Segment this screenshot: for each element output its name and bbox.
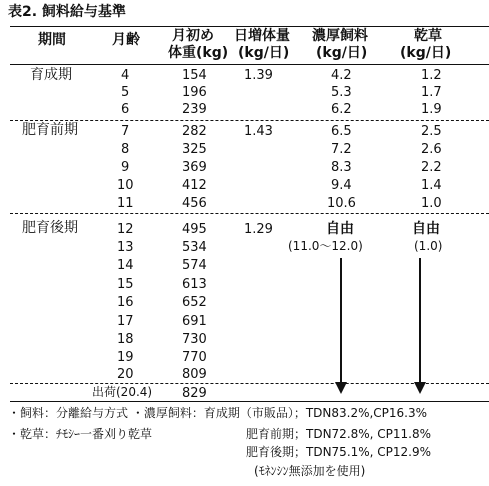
hay-cell: 2.5: [421, 124, 442, 139]
hay-cell: 1.2: [421, 68, 442, 83]
age-cell: 5: [121, 85, 130, 100]
header-rule: [10, 64, 489, 65]
header-gain-line2: (kg/日): [238, 45, 290, 61]
hay-cell: 1.0: [421, 196, 442, 211]
bottom-rule: [10, 401, 489, 402]
note-hay: ・乾草：ﾁﾓｼｰ一番刈り乾草: [8, 427, 153, 441]
age-cell: 6: [121, 102, 130, 117]
age-cell: 8: [121, 142, 130, 157]
age-cell: 17: [117, 314, 134, 329]
header-period: 期間: [38, 32, 66, 48]
top-rule: [10, 26, 489, 27]
hay-cell: 1.7: [421, 85, 442, 100]
concentrate-cell: 4.2: [331, 68, 352, 83]
weight-cell: 495: [182, 222, 207, 237]
age-cell: 10: [117, 178, 134, 193]
note-feed: ・飼料：分離給与方式 ・濃厚飼料：育成期（市販品）；TDN83.2%,CP16.3%: [8, 406, 428, 420]
concentrate-cell: 5.3: [331, 85, 352, 100]
weight-cell: 809: [182, 367, 207, 382]
concentrate-cell: 6.5: [331, 124, 352, 139]
header-concentrate-line2: (kg/日): [316, 45, 368, 61]
hay-cell: 1.9: [421, 102, 442, 117]
section-separator: [10, 120, 489, 121]
age-cell: 9: [121, 160, 130, 175]
weight-cell: 154: [182, 68, 207, 83]
arrow-head-icon: [414, 382, 426, 394]
hay-cell: 自由: [412, 221, 440, 237]
note-monensin: (ﾓﾈﾝｼﾝ無添加を使用): [254, 464, 366, 478]
concentrate-range-cell: (11.0～12.0): [288, 239, 363, 253]
weight-cell: 691: [182, 314, 207, 329]
gain-early-fattening: 1.43: [244, 124, 273, 139]
weight-cell: 613: [182, 277, 207, 292]
age-cell: 18: [117, 332, 134, 347]
age-cell: 12: [117, 222, 134, 237]
weight-cell: 456: [182, 196, 207, 211]
age-cell: 7: [121, 124, 130, 139]
weight-cell: 369: [182, 160, 207, 175]
weight-cell: 282: [182, 124, 207, 139]
header-age: 月齢: [112, 32, 140, 48]
concentrate-cell: 8.3: [331, 160, 352, 175]
hay-cell: 2.6: [421, 142, 442, 157]
period-label-growing: 育成期: [30, 67, 72, 83]
hay-continuation-arrow: [419, 258, 421, 383]
age-cell: 16: [117, 295, 134, 310]
table-title: 表2. 飼料給与基準: [8, 4, 126, 20]
hay-cell: 2.2: [421, 160, 442, 175]
period-label-early-fattening: 肥育前期: [22, 122, 78, 138]
age-cell: 20: [117, 367, 134, 382]
period-label-late-fattening: 肥育後期: [22, 220, 78, 236]
shipment-age-cell: 出荷(20.4): [92, 385, 153, 399]
arrow-head-icon: [335, 382, 347, 394]
header-weight-line1: 月初め: [172, 28, 214, 44]
age-cell: 11: [117, 196, 134, 211]
concentrate-continuation-arrow: [340, 258, 342, 383]
header-hay-line2: (kg/日): [400, 45, 452, 61]
concentrate-cell: 7.2: [331, 142, 352, 157]
gain-late-fattening: 1.29: [244, 222, 273, 237]
weight-cell: 652: [182, 295, 207, 310]
hay-amount-cell: (1.0): [414, 239, 443, 253]
hay-cell: 1.4: [421, 178, 442, 193]
concentrate-cell: 10.6: [327, 196, 356, 211]
weight-cell: 534: [182, 240, 207, 255]
age-cell: 13: [117, 240, 134, 255]
weight-cell: 412: [182, 178, 207, 193]
weight-cell: 196: [182, 85, 207, 100]
gain-growing: 1.39: [244, 68, 273, 83]
header-weight-line2: 体重(kg): [168, 45, 229, 61]
weight-cell: 574: [182, 258, 207, 273]
weight-cell: 829: [182, 386, 207, 401]
weight-cell: 770: [182, 350, 207, 365]
section-separator: [10, 213, 489, 214]
age-cell: 4: [121, 68, 130, 83]
age-cell: 15: [117, 277, 134, 292]
age-cell: 14: [117, 258, 134, 273]
weight-cell: 239: [182, 102, 207, 117]
weight-cell: 730: [182, 332, 207, 347]
header-gain-line1: 日増体量: [234, 28, 290, 44]
concentrate-cell: 6.2: [331, 102, 352, 117]
header-hay-line1: 乾草: [414, 28, 442, 44]
weight-cell: 325: [182, 142, 207, 157]
header-concentrate-line1: 濃厚飼料: [312, 28, 368, 44]
note-early-fattening: 肥育前期；TDN72.8%, CP11.8%: [246, 427, 432, 441]
concentrate-cell: 9.4: [331, 178, 352, 193]
concentrate-cell: 自由: [326, 221, 354, 237]
age-cell: 19: [117, 350, 134, 365]
note-late-fattening: 肥育後期；TDN75.1%, CP12.9%: [246, 445, 432, 459]
